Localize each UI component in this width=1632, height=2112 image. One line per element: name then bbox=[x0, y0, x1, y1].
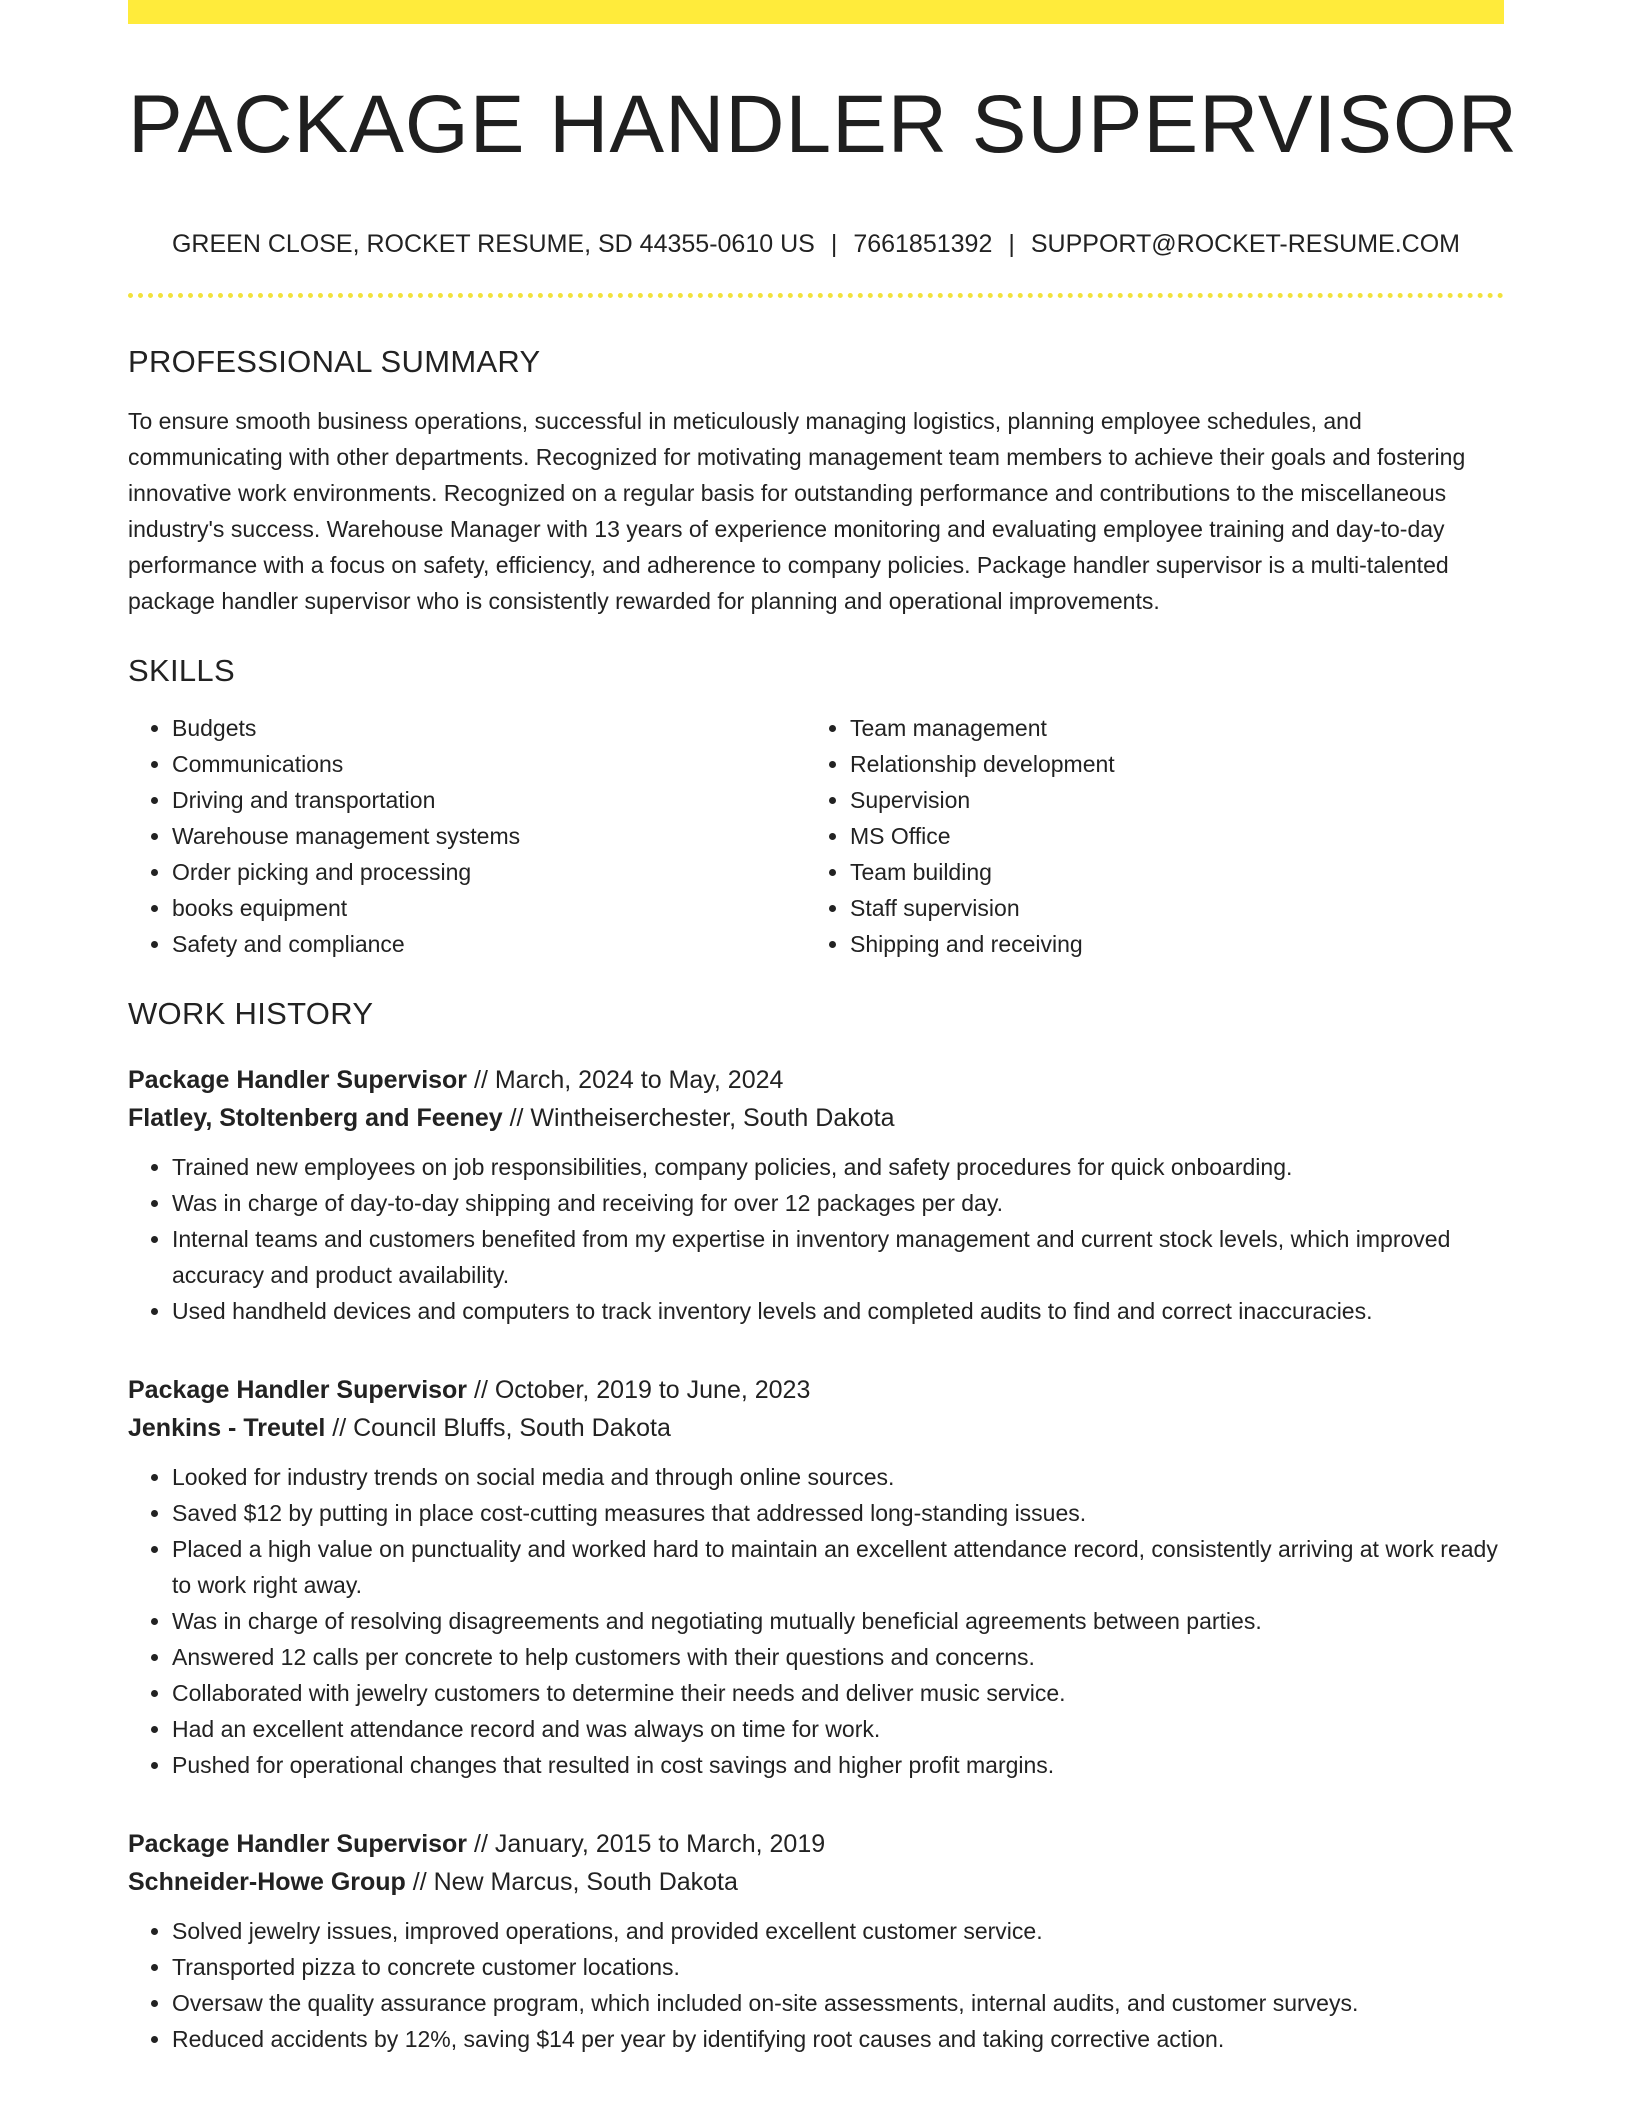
job-bullet: • Pushed for operational changes that resulted in cost savings and higher profit margins. bbox=[172, 1747, 1504, 1783]
address: GREEN CLOSE, ROCKET RESUME, SD 44355-0610 US bbox=[171, 230, 815, 258]
skills-list bbox=[128, 710, 1504, 962]
job-location: // New Marcus, South Dakota bbox=[412, 1868, 738, 1896]
job-entry bbox=[128, 1825, 1504, 2057]
job-bullet: • Internal teams and customers benefited from my expertise in inventory management and current stock levels, which improved accuracy and product availability. bbox=[172, 1221, 1504, 1293]
skill-item: • Budgets bbox=[172, 710, 806, 746]
job-bullet: • Answered 12 calls per concrete to help customers with their questions and concerns. bbox=[172, 1639, 1504, 1675]
skill-item: • Staff supervision bbox=[850, 890, 1484, 926]
job-bullet: • Collaborated with jewelry customers to determine their needs and deliver music service. bbox=[172, 1675, 1504, 1711]
skills-heading: SKILLS bbox=[128, 653, 235, 688]
job-title: Package Handler Supervisor bbox=[128, 1830, 468, 1858]
job-location: // Wintheiserchester, South Dakota bbox=[509, 1104, 895, 1132]
job-bullets bbox=[128, 1913, 1504, 2057]
skill-item: • books equipment bbox=[172, 890, 806, 926]
skill-item: • Warehouse management systems bbox=[172, 818, 806, 854]
job-bullet: • Trained new employees on job responsibilities, company policies, and safety procedures for quick onboarding. bbox=[172, 1149, 1504, 1185]
skills-column-right bbox=[806, 710, 1484, 962]
skill-item: • Order picking and processing bbox=[172, 854, 806, 890]
summary-heading: PROFESSIONAL SUMMARY bbox=[128, 344, 541, 379]
skills-column-left bbox=[128, 710, 806, 962]
skill-item: • Relationship development bbox=[850, 746, 1484, 782]
job-bullet: • Saved $12 by putting in place cost-cutting measures that addressed long-standing issues. bbox=[172, 1495, 1504, 1531]
accent-bar bbox=[128, 0, 1504, 24]
skill-item: • Team management bbox=[850, 710, 1484, 746]
job-bullet: • Looked for industry trends on social media and through online sources. bbox=[172, 1459, 1504, 1495]
contact-line bbox=[128, 232, 1504, 257]
job-company-line bbox=[128, 1099, 1504, 1137]
job-bullet: • Transported pizza to concrete customer locations. bbox=[172, 1949, 1504, 1985]
job-company-line bbox=[128, 1409, 1504, 1447]
job-company: Jenkins - Treutel bbox=[128, 1414, 326, 1442]
contact-separator: | bbox=[830, 230, 838, 258]
job-company: Schneider-Howe Group bbox=[128, 1868, 406, 1896]
job-bullets bbox=[128, 1459, 1504, 1783]
job-title-line bbox=[128, 1061, 1504, 1099]
job-company: Flatley, Stoltenberg and Feeney bbox=[128, 1104, 503, 1132]
contact-separator: | bbox=[1008, 230, 1015, 258]
job-dates: // October, 2019 to June, 2023 bbox=[474, 1376, 811, 1404]
job-bullet: • Placed a high value on punctuality and worked hard to maintain an excellent attendance record, consistently arriving at work ready to work right away. bbox=[172, 1531, 1504, 1603]
summary-text: To ensure smooth business operations, successful in meticulously managing logistics, planning employee schedules, and communicating with other departments. Recognized for motivating management team members to achieve their goals and fostering innovative work environments. Recognized on a regular basis for outstanding performance and contributions to the miscellaneous industry's success. Warehouse Manager with 13 years of experience monitoring and evaluating employee training and day-to-day performance with a focus on safety, efficiency, and adherence to company policies. Package handler supervisor is a multi-talented package handler supervisor who is consistently rewarded for planning and operational improvements. bbox=[128, 408, 1466, 614]
phone: 7661851392 bbox=[853, 230, 993, 258]
skill-item: • Driving and transportation bbox=[172, 782, 806, 818]
skill-item: • Supervision bbox=[850, 782, 1484, 818]
job-title-line bbox=[128, 1825, 1504, 1863]
job-bullet: • Reduced accidents by 12%, saving $14 per year by identifying root causes and taking corrective action. bbox=[172, 2021, 1504, 2057]
job-bullet: • Was in charge of day-to-day shipping and receiving for over 12 packages per day. bbox=[172, 1185, 1504, 1221]
job-title-line bbox=[128, 1371, 1504, 1409]
job-company-line bbox=[128, 1863, 1504, 1901]
job-title: Package Handler Supervisor bbox=[128, 1066, 468, 1094]
email: SUPPORT@ROCKET-RESUME.COM bbox=[1030, 230, 1460, 258]
job-title: Package Handler Supervisor bbox=[128, 1376, 468, 1404]
job-dates: // March, 2024 to May, 2024 bbox=[474, 1066, 784, 1094]
dotted-divider bbox=[128, 293, 1504, 298]
job-bullets bbox=[128, 1149, 1504, 1329]
job-entry bbox=[128, 1371, 1504, 1783]
work-history-heading: WORK HISTORY bbox=[128, 996, 374, 1031]
job-bullet: • Was in charge of resolving disagreements and negotiating mutually beneficial agreements between parties. bbox=[172, 1603, 1504, 1639]
skill-item: • Shipping and receiving bbox=[850, 926, 1484, 962]
job-bullet: • Had an excellent attendance record and was always on time for work. bbox=[172, 1711, 1504, 1747]
job-bullet: • Solved jewelry issues, improved operations, and provided excellent customer service. bbox=[172, 1913, 1504, 1949]
skill-item: • MS Office bbox=[850, 818, 1484, 854]
job-entry bbox=[128, 1061, 1504, 1329]
job-bullet: • Used handheld devices and computers to track inventory levels and completed audits to find and correct inaccuracies. bbox=[172, 1293, 1504, 1329]
job-dates: // January, 2015 to March, 2019 bbox=[474, 1830, 826, 1858]
candidate-name: PACKAGE HANDLER SUPERVISOR bbox=[128, 79, 1519, 170]
skill-item: • Communications bbox=[172, 746, 806, 782]
skill-item: • Safety and compliance bbox=[172, 926, 806, 962]
skill-item: • Team building bbox=[850, 854, 1484, 890]
job-bullet: • Oversaw the quality assurance program, which included on-site assessments, internal audits, and customer surveys. bbox=[172, 1985, 1504, 2021]
resume-page bbox=[128, 0, 1519, 2057]
job-location: // Council Bluffs, South Dakota bbox=[332, 1414, 671, 1442]
